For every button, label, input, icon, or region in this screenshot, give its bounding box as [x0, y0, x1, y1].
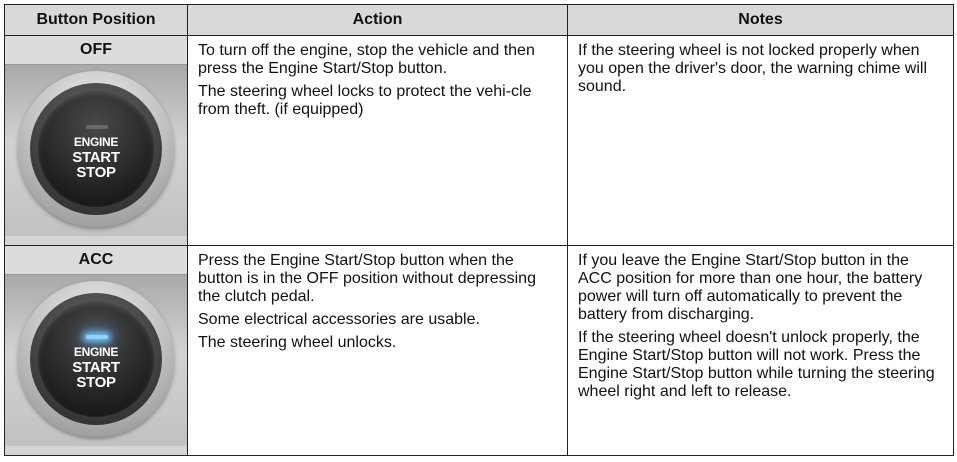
- button-position-table: [4, 4, 954, 456]
- action-paragraph: Press the Engine Start/Stop button when the button is in the OFF position without depressing the clutch pedal.: [198, 252, 536, 305]
- header-notes: Notes: [568, 5, 954, 36]
- position-cell: [5, 246, 188, 456]
- table-row: [5, 36, 954, 246]
- action-cell: [188, 246, 568, 456]
- notes-paragraph: If the steering wheel is not locked properly when you open the driver's door, the warning chime will sound.: [578, 42, 928, 95]
- indicator-light-icon: [86, 335, 108, 339]
- header-action: Action: [188, 5, 568, 36]
- button-text-line: START: [72, 148, 120, 166]
- action-paragraph: Some electrical accessories are usable.: [198, 311, 480, 328]
- button-text-line: ENGINE: [73, 134, 119, 149]
- notes-cell: [568, 246, 954, 456]
- indicator-light-icon: [86, 125, 108, 129]
- header-button-position: Button Position: [5, 5, 188, 36]
- position-label: OFF: [5, 36, 187, 65]
- button-text-line: STOP: [76, 373, 116, 391]
- notes-cell: [568, 36, 954, 246]
- header-row: [5, 5, 954, 36]
- action-paragraph: The steering wheel unlocks.: [198, 334, 397, 351]
- action-cell: [188, 36, 568, 246]
- button-illustration: [5, 275, 187, 446]
- button-text-line: ENGINE: [73, 344, 119, 359]
- table-row: [5, 246, 954, 456]
- notes-paragraph: If you leave the Engine Start/Stop button in the ACC position for more than one hour, the battery power will turn off automatically to prevent the battery from discharging.: [578, 252, 923, 323]
- position-cell: [5, 36, 188, 246]
- notes-paragraph: If the steering wheel doesn't unlock properly, the Engine Start/Stop button will not work. Press the Engine Start/Stop button while turning the steering wheel right and left to release.: [578, 329, 935, 400]
- position-label: ACC: [5, 246, 187, 275]
- engine-start-stop-button-icon: [18, 71, 174, 227]
- engine-start-stop-button-icon: [18, 281, 174, 437]
- button-text-line: STOP: [76, 163, 116, 181]
- button-text-line: START: [72, 358, 120, 376]
- button-illustration: [5, 65, 187, 236]
- action-paragraph: To turn off the engine, stop the vehicle and then press the Engine Start/Stop button.: [198, 42, 535, 77]
- action-paragraph: The steering wheel locks to protect the vehi-cle from theft. (if equipped): [198, 83, 532, 118]
